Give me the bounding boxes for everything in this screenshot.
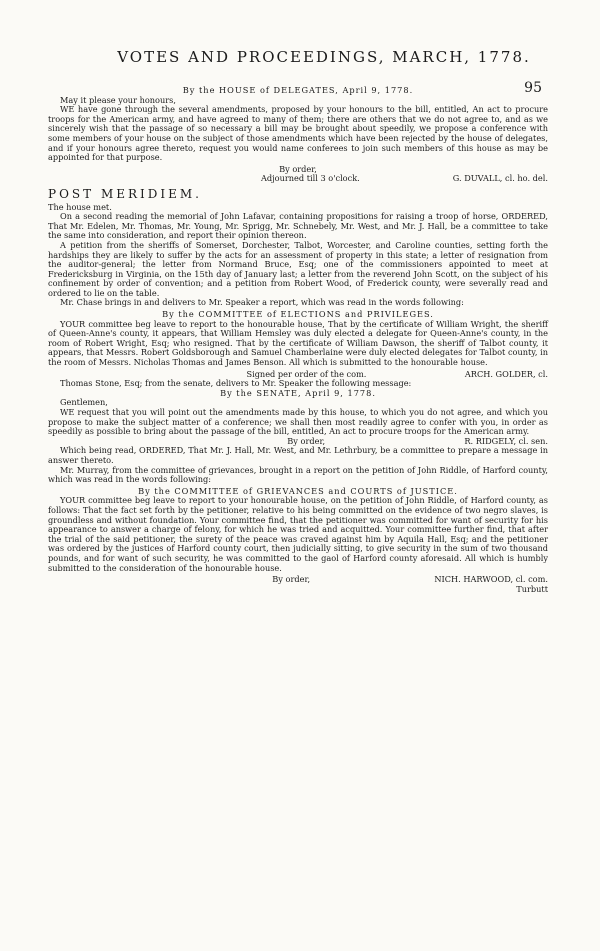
by-order: By order,: [272, 574, 311, 585]
salutation: Gentlemen,: [60, 397, 108, 408]
stone-paragraph: Thomas Stone, Esq; from the senate, delivers to Mr. Speaker the following message:: [60, 378, 412, 389]
senate-heading: By the SENATE, April 9, 1778.: [220, 387, 376, 398]
signature-row: [48, 174, 548, 184]
elections-report: YOUR committee beg leave to report to the honourable house, That by the certificate of William Wright, the sheriff of Queen-Anne's county, it appears, that William Hemsley was duly elected a delegate for Queen-Anne's county, in the room of Robert Wright, Esq; who resigned. That by the certificate of William Dawson, the sheriff of Talbot county, it appears, that Messrs. Robert Goldsborough and Samuel Chamberlaine were duly elected delegates for Talbot county, in the room of Messrs. Nicholas Thomas and James Benson. All which is submitted to the honourable house.: [48, 318, 548, 368]
signature-row: [48, 575, 548, 585]
by-order: By order,: [279, 163, 317, 174]
elections-heading: By the COMMITTEE of ELECTIONS and PRIVILEGES.: [162, 309, 434, 320]
grievances-report: YOUR committee beg leave to report to your honourable house, on the petition of John Riddle, of Harford county, as follows: That the fact set forth by the petitioner, relative to his being committed on the evidence of two negro slaves, is groundless and without foundation. Your committee find, that the petitioner was committed for want of security for his appearance to answer a charge of felony, for which he was tried and acquitted. Your committee further find, that after the trial of the said petitioner, the surety of the peace was craved against him by Aquila Hall, Esq; and the petitioner was ordered by the justices of Harford county court, then judicially sitting, to give security in the sum of two thousand pounds, and for want of such security, he was committed to the gaol of Harford county aforesaid. All which is humbly submitted to the consideration of the honourable house.: [48, 495, 548, 573]
petition-paragraph: A petition from the sheriffs of Somerset, Dorchester, Talbot, Worcester, and Caroline counties, setting forth the hardships they are likely to suffer by the acts for an assessment of property in this state; a letter of resignation from the auditor-general; the letter from Normand Bruce, Esq; one of the commissioners appointed to meet at Fredericksburg in Virginia, on the 15th day of January last; a letter from the reverend John Scott, on the subject of his confinement by order of convention; and a petition from Robert Wood, of Frederick county, were severally read and ordered to lie on the table.: [48, 239, 548, 298]
page-number: 95: [524, 80, 542, 96]
signer-golder: ARCH. GOLDER, cl.: [464, 368, 548, 379]
running-header: VOTES AND PROCEEDINGS, MARCH, 1778.: [117, 48, 531, 66]
delegates-heading: By the HOUSE of DELEGATES, April 9, 1778.: [182, 85, 414, 95]
grievances-heading: By the COMMITTEE of GRIEVANCES and COURTS of JUSTICE.: [138, 485, 458, 496]
signer-harwood: NICH. HARWOOD, cl. com.: [434, 574, 548, 585]
house-met: The house met.: [48, 201, 112, 212]
signer-duvall: G. DUVALL, cl. ho. del.: [452, 173, 548, 184]
lafavar-paragraph: On a second reading the memorial of John Lafavar, containing propositions for raising a troop of horse, ORDERED, That Mr. Edelen, Mr. Thomas, Mr. Young, Mr. Sprigg, Mr. Schnebely, Mr. West, and Mr. J. Hall, be a committee to take the same into consideration, and report their opinion thereon.: [48, 211, 548, 241]
post-meridiem-title: POST MERIDIEM.: [48, 186, 202, 201]
catchword: Turbutt: [516, 583, 548, 594]
ordered-paragraph: Which being read, ORDERED, That Mr. J. Hall, Mr. West, and Mr. Lethrbury, be a committee to prepare a message in answer thereto.: [48, 445, 548, 465]
chase-paragraph: Mr. Chase brings in and delivers to Mr. Speaker a report, which was read in the words following:: [60, 297, 464, 308]
signed-per-order: Signed per order of the com.: [246, 368, 367, 379]
text-column: [48, 86, 548, 594]
by-order: By order,: [287, 435, 326, 446]
adjourned-note: Adjourned till 3 o'clock.: [260, 173, 360, 184]
murray-paragraph: Mr. Murray, from the committee of grievances, brought in a report on the petition of John Riddle, of Harford county, which was read in the words following:: [48, 464, 548, 485]
signer-ridgely: R. RIDGELY, cl. sen.: [464, 435, 548, 446]
delegates-message: WE have gone through the several amendments, proposed by your honours to the bill, entitled, An act to procure troops for the American army, and have agreed to many of them; there are others that we do not agree to, and as we sincerely wish that the passage of so necessary a bill may be brought about speedily, we propose a conference with some members of your house on the subject of those amendments which have been rejected by the house of delegates, and if your honours agree thereto, request you would name conferees to join such members of this house as may be appointed for that purpose.: [48, 104, 548, 163]
senate-message: WE request that you will point out the amendments made by this house, to which you do not agree, and which you propose to make the subject matter of a conference; we shall then most readily agree to confer with you, in order as speedily as possible to bring about the passage of the bill, entitled, An act to procure troops for the American army.: [48, 407, 548, 437]
salutation: May it please your honours,: [60, 94, 176, 105]
